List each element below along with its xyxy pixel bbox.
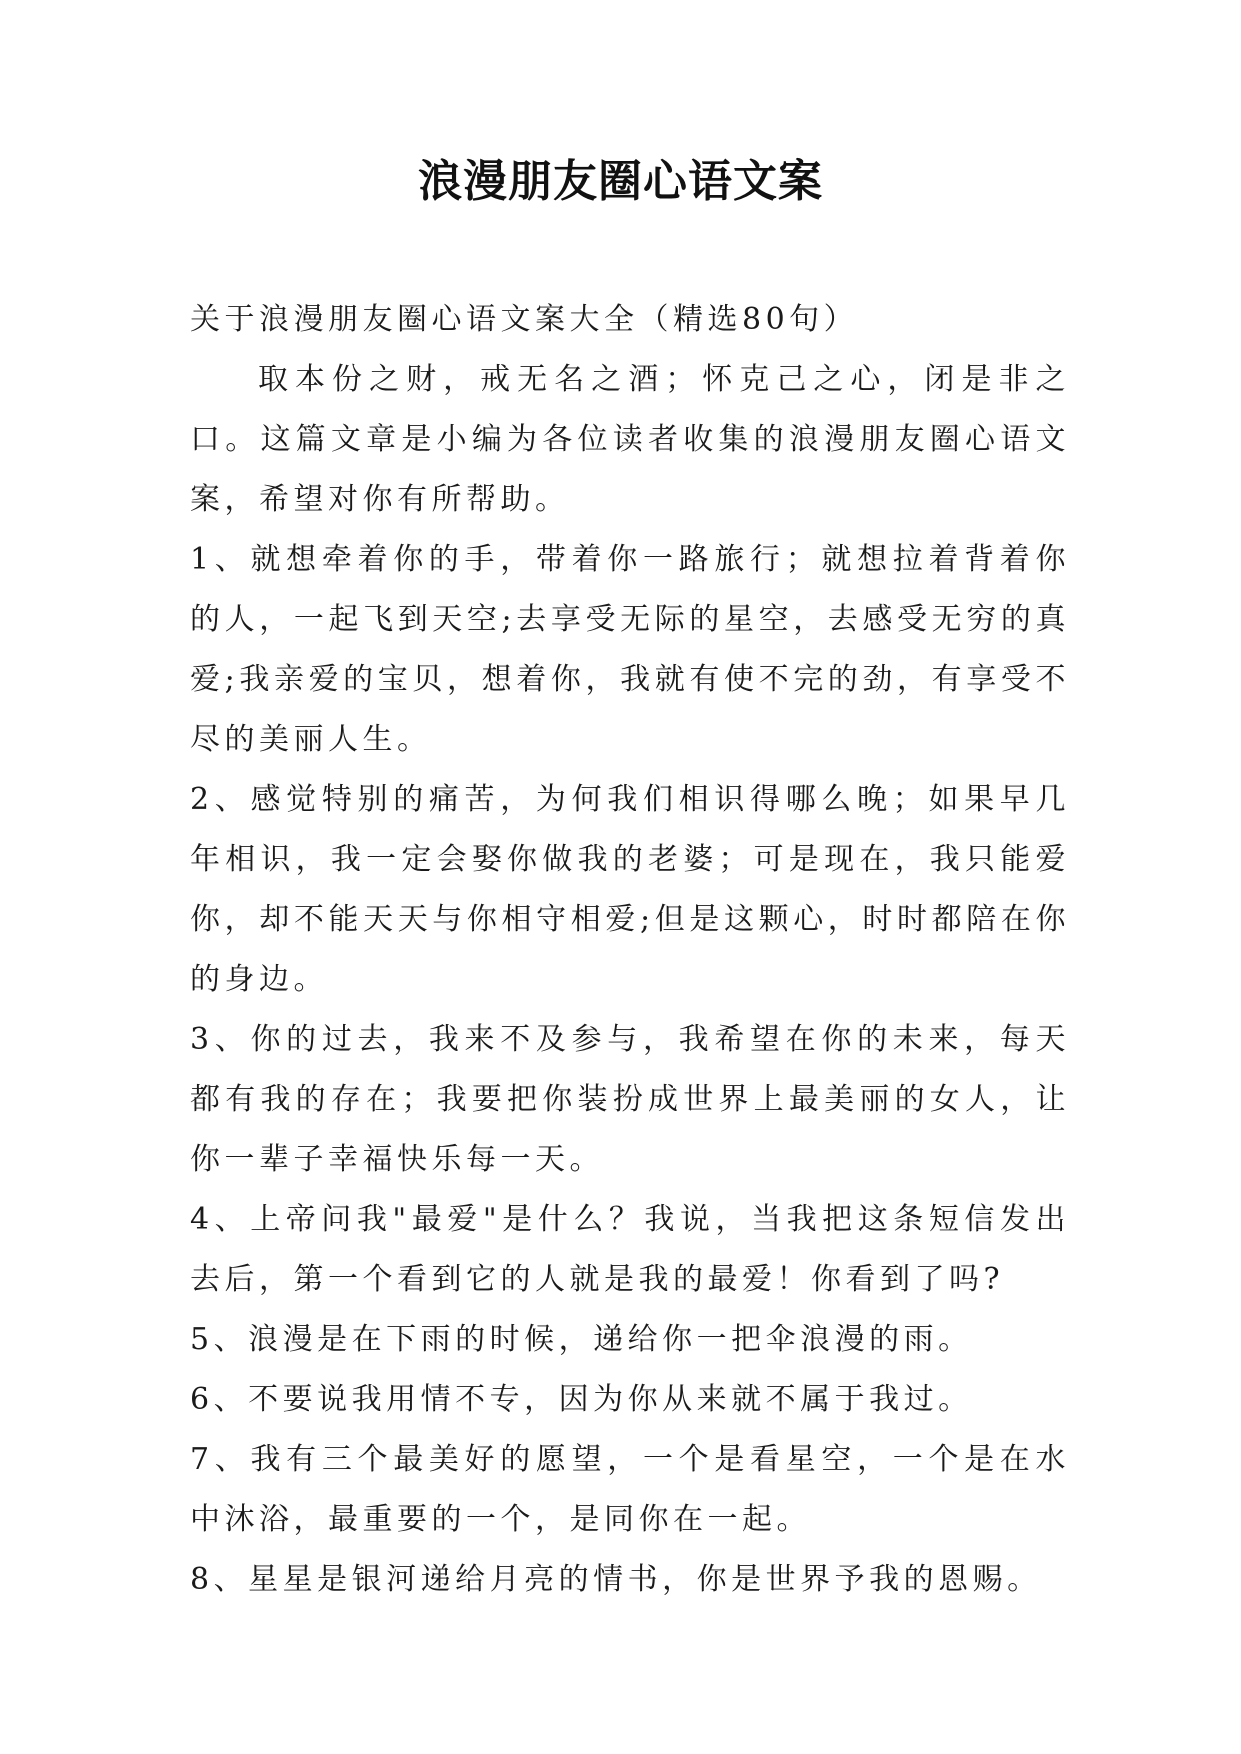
list-item: 4、上帝问我"最爱"是什么？我说，当我把这条短信发出去后，第一个看到它的人就是我的最爱！你看到了吗? bbox=[190, 1202, 1070, 1297]
list-item: 8、星星是银河递给月亮的情书，你是世界予我的恩赐。 bbox=[190, 1562, 1042, 1597]
subtitle: 关于浪漫朋友圈心语文案大全（精选80句） bbox=[190, 302, 859, 337]
page-title: 浪漫朋友圈心语文案 bbox=[418, 156, 823, 207]
document-body bbox=[190, 290, 1070, 1610]
list-item: 6、不要说我用情不专，因为你从来就不属于我过。 bbox=[190, 1382, 973, 1417]
intro-paragraph: 取本份之财，戒无名之酒；怀克己之心，闭是非之口。这篇文章是小编为各位读者收集的浪漫朋友圈心语文案，希望对你有所帮助。 bbox=[190, 362, 1070, 517]
list-item: 1、就想牵着你的手，带着你一路旅行；就想拉着背着你的人，一起飞到天空;去享受无际的星空，去感受无穷的真爱;我亲爱的宝贝，想着你，我就有使不完的劲，有享受不尽的美丽人生。 bbox=[190, 542, 1070, 757]
list-item: 2、感觉特别的痛苦，为何我们相识得哪么晚；如果早几年相识，我一定会娶你做我的老婆；可是现在，我只能爱你，却不能天天与你相守相爱;但是这颗心，时时都陪在你的身边。 bbox=[190, 782, 1070, 997]
list-item: 5、浪漫是在下雨的时候，递给你一把伞浪漫的雨。 bbox=[190, 1322, 973, 1357]
list-item: 3、你的过去，我来不及参与，我希望在你的未来，每天都有我的存在；我要把你装扮成世界上最美丽的女人，让你一辈子幸福快乐每一天。 bbox=[190, 1022, 1070, 1177]
list-item: 7、我有三个最美好的愿望，一个是看星空，一个是在水中沐浴，最重要的一个，是同你在一起。 bbox=[190, 1442, 1070, 1537]
